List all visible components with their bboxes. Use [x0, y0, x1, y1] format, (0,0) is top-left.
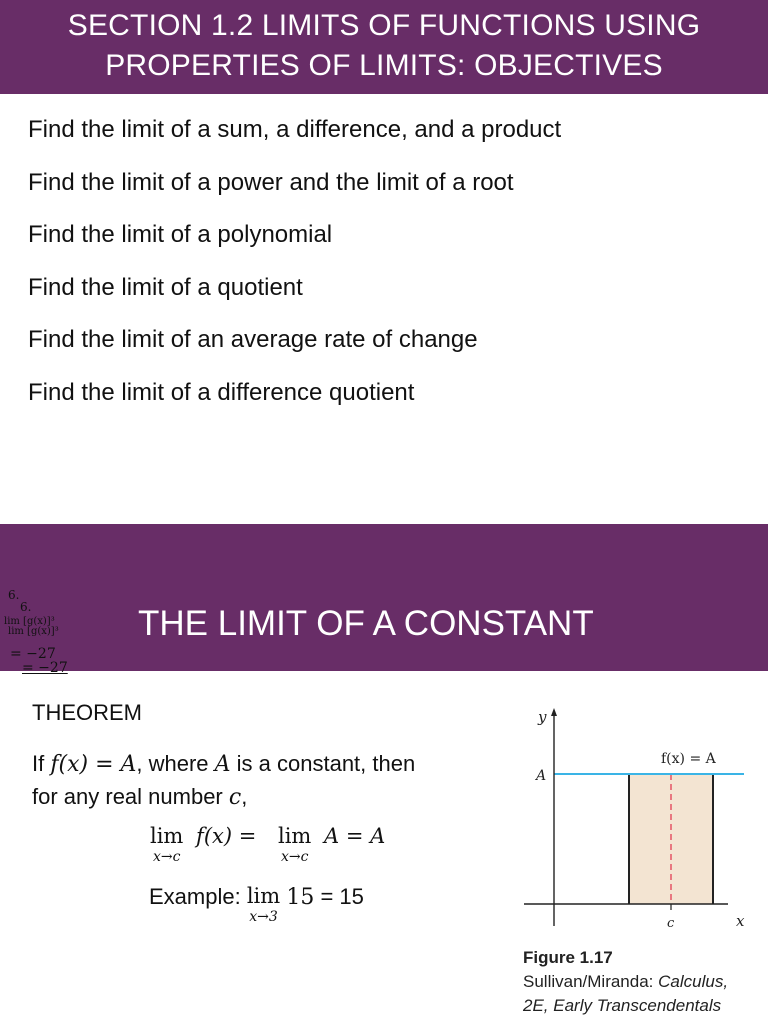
formula-expression: f(x) =: [196, 824, 257, 848]
objective-item: Find the limit of a sum, a difference, and a product: [28, 116, 562, 143]
theorem-label: THEOREM: [32, 700, 142, 725]
theorem-text: If: [32, 751, 51, 776]
objective-item: Find the limit of a power and the limit of a root: [28, 168, 514, 196]
theorem-text: ,: [241, 784, 248, 809]
overlay-number: 6.: [8, 588, 20, 602]
objective-item: Find the limit of an average rate of change: [28, 326, 478, 353]
lim-word: lim: [278, 824, 312, 848]
overlay-limit: lim [g(x)]³: [8, 626, 59, 637]
limit-operator: [247, 884, 280, 924]
constant-function-figure: [516, 700, 768, 940]
objectives-list: [28, 112, 561, 427]
function-label: f(x) = A: [661, 751, 716, 767]
slide-title-banner: [0, 524, 768, 671]
objective-item: Find the limit of a quotient: [28, 273, 303, 301]
objective-item: Find the limit of a polynomial: [28, 221, 333, 248]
theorem-math: f: [50, 752, 59, 777]
overlay-result: = −27: [22, 660, 68, 676]
figure-caption: [523, 946, 728, 1018]
formula-expression: A = A: [324, 824, 386, 848]
limit-formula-right: [278, 824, 385, 864]
figure-source: [523, 970, 728, 994]
figure-edition: [523, 994, 728, 1018]
lim-subscript: x→3: [249, 909, 278, 925]
figure-edition-text: 2E, Early Transcendentals: [523, 996, 722, 1015]
a-axis-label: A: [536, 768, 547, 784]
overlay-number: 6.: [20, 600, 32, 614]
example-result: = 15: [320, 884, 364, 909]
theorem-text: is a constant, then: [230, 751, 416, 776]
x-axis-label: x: [736, 912, 745, 930]
slide-title: THE LIMIT OF A CONSTANT: [138, 604, 594, 643]
overlay-limit: lim [g(x)]³: [4, 616, 55, 627]
theorem-math: c: [228, 785, 242, 810]
lim-subscript: x→c: [152, 849, 181, 865]
example-value: 15: [286, 885, 315, 910]
theorem-statement: [32, 748, 502, 814]
y-axis-arrow-icon: [551, 708, 557, 716]
theorem-math: A: [214, 752, 231, 777]
section-title: [0, 6, 768, 86]
figure-book: Calculus,: [658, 972, 729, 991]
y-axis-label: y: [538, 708, 547, 726]
theorem-math: =: [88, 752, 121, 777]
theorem-text: for any real number: [32, 784, 229, 809]
section-title-line1: SECTION 1.2 LIMITS OF FUNCTIONS USING: [67, 9, 701, 42]
theorem-math: A: [120, 752, 137, 777]
objective-item: Find the limit of a difference quotient: [28, 378, 415, 406]
limit-operator: [150, 824, 183, 864]
example-line: [149, 884, 364, 924]
overlay-text-artifact: [4, 588, 84, 688]
figure-title: Figure 1.17: [523, 948, 613, 967]
lim-subscript: x→c: [280, 849, 309, 865]
theorem-text: , where: [136, 751, 215, 776]
limit-formula-left: [150, 824, 256, 864]
theorem-math: (x): [58, 752, 89, 777]
limit-operator: [278, 824, 311, 864]
section-title-banner: [0, 0, 768, 94]
overlay-result: = −27: [10, 646, 56, 662]
figure-authors: Sullivan/Miranda:: [523, 972, 659, 991]
example-label: Example:: [149, 884, 241, 909]
lim-word: lim: [150, 824, 184, 848]
section-title-line2: PROPERTIES OF LIMITS: OBJECTIVES: [105, 49, 663, 82]
c-axis-label: c: [667, 916, 675, 931]
lim-word: lim: [246, 884, 281, 908]
